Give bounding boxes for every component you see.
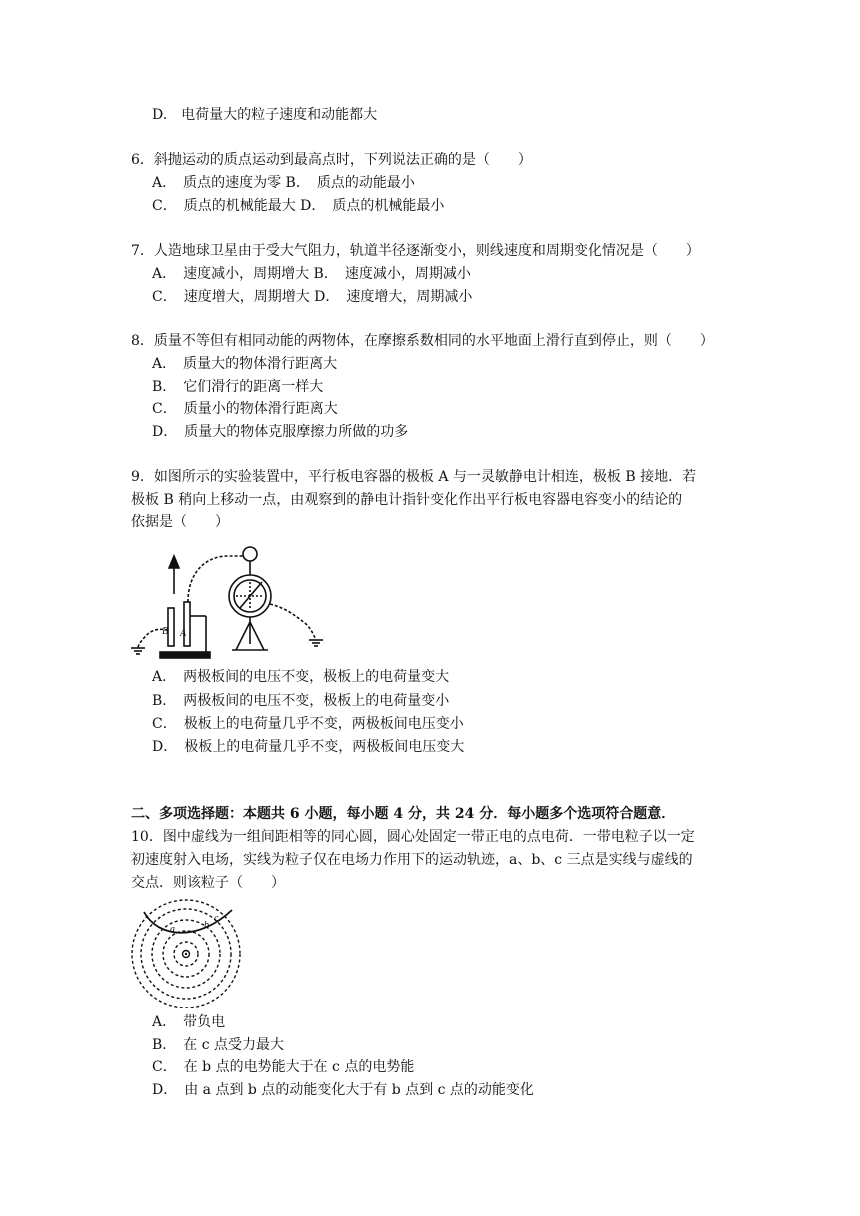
q9-stem-line1: 9．如图所示的实验装置中，平行板电容器的极板 A 与一灵敏静电计相连，极板 B 接地．若 (131, 469, 697, 485)
q8-option-b: B． 它们滑行的距离一样大 (152, 379, 324, 395)
q10-option-a: A． 带负电 (152, 1014, 226, 1030)
q10-option-c: C． 在 b 点的电势能大于在 c 点的电势能 (152, 1059, 415, 1075)
q8-stem: 8．质量不等但有相同动能的两物体，在摩擦系数相同的水平地面上滑行直到停止，则（ ） (131, 333, 714, 349)
q10-option-b: B． 在 c 点受力最大 (152, 1037, 285, 1053)
q7-stem: 7．人造地球卫星由于受大气阻力，轨道半径逐渐变小，则线速度和周期变化情况是（ ） (131, 243, 700, 259)
q10-option-d: D． 由 a 点到 b 点的动能变化大于有 b 点到 c 点的动能变化 (152, 1082, 534, 1098)
plate-b (168, 608, 174, 646)
q6-options-row1: A． 质点的速度为零 B． 质点的动能最小 (152, 175, 415, 191)
q7-options-row1: A． 速度减小，周期增大 B． 速度减小，周期减小 (152, 266, 471, 282)
q9-option-b: B． 两极板间的电压不变，极板上的电荷量变小 (152, 693, 450, 709)
concentric-circles-figure (128, 898, 246, 1008)
q8-option-a: A． 质量大的物体滑行距离大 (152, 356, 338, 372)
q9-option-d: D． 极板上的电荷量几乎不变，两极板间电压变大 (152, 739, 465, 755)
q8-option-d: D． 质量大的物体克服摩擦力所做的功多 (152, 424, 409, 440)
q9-option-a: A． 两极板间的电压不变，极板上的电荷量变大 (152, 669, 450, 685)
electrometer-capacitor-figure (128, 542, 328, 662)
q10-stem-line2: 初速度射入电场，实线为粒子仅在电场力作用下的运动轨迹，a、b、c 三点是实线与虚线的 (131, 852, 693, 868)
q8-option-c: C． 质量小的物体滑行距离大 (152, 401, 338, 417)
q9-option-c: C． 极板上的电荷量几乎不变，两极板间电压变小 (152, 716, 464, 732)
q10-stem-line3: 交点．则该粒子（ ） (131, 875, 285, 891)
particle-trajectory (144, 910, 232, 933)
label-point-b: b (204, 920, 209, 931)
label-point-a: a (170, 924, 175, 935)
plate-a (184, 602, 190, 646)
label-point-c: c (214, 913, 219, 924)
q10-stem-line1: 10．图中虚线为一组间距相等的同心圆，圆心处固定一带正电的点电荷．一带电粒子以一定 (131, 829, 695, 845)
plate-stand-base (160, 652, 210, 658)
q5-option-d: D. 电荷量大的粒子速度和动能都大 (152, 107, 378, 123)
q9-stem-line2: 极板 B 稍向上移动一点，由观察到的静电计指针变化作出平行板电容器电容变小的结论的 (131, 492, 683, 508)
section-2-heading: 二、多项选择题：本题共 6 小题，每小题 4 分，共 24 分．每小题多个选项符合题意． (131, 806, 676, 822)
q6-options-row2: C． 质点的机械能最大 D． 质点的机械能最小 (152, 198, 445, 214)
q9-stem-line3: 依据是（ ） (131, 514, 229, 530)
label-plate-a: A (180, 628, 187, 639)
label-plate-b: B (162, 626, 169, 637)
q7-options-row2: C． 速度增大，周期增大 D． 速度增大，周期减小 (152, 289, 473, 305)
electrometer-knob (243, 547, 257, 561)
q6-stem: 6．斜抛运动的质点运动到最高点时，下列说法正确的是（ ） (131, 152, 532, 168)
